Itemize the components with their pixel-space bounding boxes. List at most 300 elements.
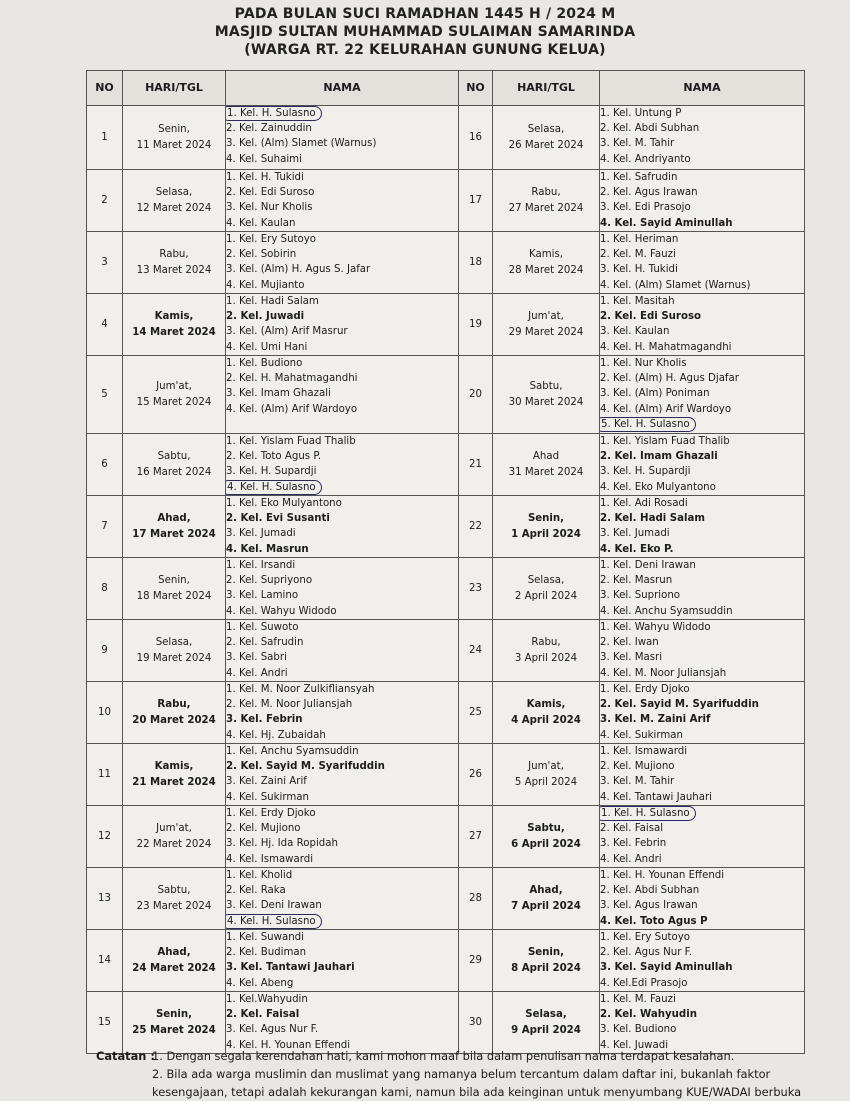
table-row [87, 106, 805, 170]
family-name: 1. Kel. Wahyu Widodo [600, 622, 711, 633]
day-date-cell [493, 806, 600, 868]
family-name-circled [600, 806, 804, 821]
family-name: 4. Kel. M. Noor Juliansjah [600, 667, 727, 679]
family-name: 3. Kel. Imam Ghazali [226, 388, 331, 400]
day-date-cell [493, 868, 600, 930]
family-name: 4. Kel. Ismawardi [226, 853, 314, 865]
family-names-cell [226, 434, 459, 496]
day-date: 11 Maret 2024 [136, 139, 212, 151]
family-name: 4. Kel. Tantawi Jauhari [600, 791, 713, 803]
family-name: 3. Kel. Lamino [226, 590, 299, 602]
day-name: Sabtu, [527, 822, 565, 834]
day-name: Ahad, [157, 512, 191, 524]
family-name: 3. Kel. H. Supardji [600, 466, 691, 478]
family-name: 4. Kel. Toto Agus P [600, 915, 708, 927]
family-names-cell [600, 558, 805, 620]
day-number-cell: 19 [459, 294, 493, 356]
day-date: 28 Maret 2024 [508, 264, 584, 276]
family-names-cell [600, 106, 805, 170]
day-date: 8 April 2024 [511, 962, 581, 974]
day-date: 4 April 2024 [511, 714, 581, 726]
family-names-cell [600, 434, 805, 496]
day-date-cell [123, 558, 226, 620]
family-name: 2. Kel. Faisal [600, 823, 664, 835]
family-name: 1. Kel. Untung P [600, 108, 682, 119]
table-row [87, 992, 805, 1054]
day-number-cell: 6 [87, 434, 123, 496]
family-name: 4. Kel. Andri [600, 853, 662, 865]
day-name: Ahad, [157, 946, 191, 958]
day-date: 2 April 2024 [514, 590, 578, 602]
family-name: 2. Kel. H. Mahatmagandhi [226, 373, 358, 385]
day-number-cell: 20 [459, 356, 493, 434]
family-name: 4. Kel. Umi Hani [226, 341, 308, 353]
family-name: 4. Kel. Wahyu Widodo [226, 605, 337, 617]
family-name: 2. Kel. Abdi Subhan [600, 885, 700, 897]
family-name: 1. Kel. Eko Mulyantono [226, 498, 342, 509]
day-name: Ahad, [529, 884, 563, 896]
family-name: 2. Kel. Raka [226, 885, 286, 897]
family-name: 1. Kel. Deni Irawan [600, 560, 696, 571]
day-date: 20 Maret 2024 [132, 714, 216, 726]
family-name: 3. Kel. (Alm) Slamet (Warnus) [226, 138, 377, 150]
day-date: 12 Maret 2024 [136, 202, 212, 214]
day-date: 27 Maret 2024 [508, 202, 584, 214]
family-names-cell [226, 294, 459, 356]
circled-name: 5. Kel. H. Sulasno [600, 417, 696, 432]
day-number-cell: 25 [459, 682, 493, 744]
family-name: 2. Kel. Safrudin [226, 637, 304, 649]
table-row [87, 930, 805, 992]
note-item-2-continued: kesengajaan, tetapi adalah kekurangan kami, namun bila ada keinginan untuk menyumbang KUE/WADAI berbuka [152, 1085, 802, 1099]
family-name: 1. Kel. Ery Sutoyo [226, 234, 317, 245]
day-date-cell [123, 930, 226, 992]
day-date-cell [493, 170, 600, 232]
family-name: 1. Kel. Nur Kholis [600, 358, 687, 369]
circled-name: 4. Kel. H. Sulasno [226, 914, 322, 929]
schedule-table [86, 70, 805, 1054]
document-title-line-3: (WARGA RT. 22 KELURAHAN GUNUNG KELUA) [244, 42, 606, 58]
family-name-circled [226, 914, 458, 929]
column-header-names: NAMA [600, 71, 805, 106]
family-name: 2. Kel. Zainuddin [226, 123, 312, 135]
family-names-cell [226, 744, 459, 806]
family-name: 3. Kel. Masri [600, 652, 663, 664]
day-date-cell [123, 106, 226, 170]
family-name: 1. Kel. M. Fauzi [600, 994, 676, 1005]
day-number-cell: 30 [459, 992, 493, 1054]
day-date: 3 April 2024 [514, 652, 578, 664]
family-name: 2. Kel. Supriyono [226, 575, 313, 587]
family-name: 1. Kel. Ismawardi [600, 746, 688, 757]
day-name: Senin, [158, 123, 190, 135]
day-number-cell: 17 [459, 170, 493, 232]
family-names-cell [600, 496, 805, 558]
family-names-cell [600, 170, 805, 232]
day-number-cell: 3 [87, 232, 123, 294]
family-name: 3. Kel. Agus Nur F. [226, 1024, 319, 1036]
family-name: 4. Kel. (Alm) Arif Wardoyo [600, 403, 732, 415]
day-date-cell [123, 620, 226, 682]
day-date-cell [493, 434, 600, 496]
family-name: 1. Kel. H. Tukidi [226, 172, 304, 183]
day-date: 5 April 2024 [514, 776, 578, 788]
family-name: 2. Kel. Iwan [600, 637, 659, 649]
day-name: Kamis, [154, 760, 194, 772]
table-row [87, 806, 805, 868]
day-name: Selasa, [527, 574, 565, 586]
day-name: Jum'at, [528, 760, 564, 772]
day-date: 7 April 2024 [511, 900, 581, 912]
day-date-cell [123, 356, 226, 434]
column-header-no: NO [459, 71, 493, 106]
family-name: 2. Kel. M. Fauzi [600, 249, 676, 261]
circled-name: 4. Kel. H. Sulasno [226, 480, 322, 495]
table-row [87, 868, 805, 930]
family-names-cell [226, 868, 459, 930]
table-row [87, 620, 805, 682]
circled-name: 1. Kel. H. Sulasno [226, 106, 322, 121]
family-name: 4. Kel. Sukirman [226, 791, 309, 803]
note-item-1: 1. Dengan segala kerendahan hati, kami mohon maaf bila dalam penulisan nama terdapat kesalahan. [152, 1049, 735, 1063]
family-name: 1. Kel. Erdy Djoko [600, 684, 690, 695]
family-name: 3. Kel. Deni Irawan [226, 900, 322, 912]
family-name: 2. Kel. Faisal [226, 1009, 300, 1021]
family-name: 1. Kel. Masitah [600, 296, 675, 307]
family-name: 4. Kel. Andriyanto [600, 153, 691, 165]
day-number-cell: 12 [87, 806, 123, 868]
day-number-cell: 7 [87, 496, 123, 558]
family-name: 3. Kel. Zaini Arif [226, 776, 307, 788]
day-name: Ahad [532, 450, 560, 462]
family-name: 3. Kel. Febrin [600, 838, 667, 850]
family-names-cell [226, 232, 459, 294]
column-header-names: NAMA [226, 71, 459, 106]
family-name: 1. Kel. Budiono [226, 358, 303, 369]
family-name: 4. Kel. Sayid Aminullah [600, 217, 733, 229]
day-date-cell [493, 682, 600, 744]
table-row [87, 170, 805, 232]
family-name: 2. Kel. Juwadi [226, 311, 305, 323]
day-date-cell [123, 434, 226, 496]
family-name: 3. Kel. H. Supardji [226, 466, 317, 478]
day-number-cell: 26 [459, 744, 493, 806]
family-name: 2. Kel. Sobirin [226, 249, 297, 261]
table-row [87, 682, 805, 744]
document-title-line-2: MASJID SULTAN MUHAMMAD SULAIMAN SAMARINDA [214, 24, 636, 40]
day-name: Jum'at, [528, 310, 564, 322]
family-name: 2. Kel. Sayid M. Syarifuddin [600, 699, 759, 711]
day-name: Jum'at, [156, 822, 192, 834]
family-name: 4. Kel. Kaulan [226, 217, 296, 229]
day-date: 31 Maret 2024 [508, 466, 584, 478]
day-number-cell: 29 [459, 930, 493, 992]
day-date: 19 Maret 2024 [136, 652, 212, 664]
day-name: Senin, [155, 1008, 193, 1020]
day-name: Rabu, [157, 698, 191, 710]
family-name: 2. Kel. Evi Susanti [226, 513, 330, 525]
family-name: 3. Kel. Edi Prasojo [600, 202, 691, 214]
day-name: Rabu, [531, 186, 561, 198]
family-name: 1. Kel. Yislam Fuad Thalib [600, 436, 730, 447]
family-names-cell [600, 232, 805, 294]
family-names-cell [226, 356, 459, 434]
family-names-cell [600, 868, 805, 930]
day-name: Sabtu, [157, 450, 191, 462]
family-name: 2. Kel. Agus Nur F. [600, 947, 693, 959]
day-number-cell: 22 [459, 496, 493, 558]
family-name: 4. Kel. (Alm) Slamet (Warnus) [600, 279, 751, 291]
family-name: 2. Kel. Imam Ghazali [600, 451, 718, 463]
family-name: 1. Kel. Irsandi [226, 560, 296, 571]
family-name: 3. Kel. Febrin [226, 714, 303, 726]
family-names-cell [600, 294, 805, 356]
family-names-cell [226, 682, 459, 744]
family-name-circled [226, 106, 458, 121]
day-name: Rabu, [531, 636, 561, 648]
family-names-cell [600, 930, 805, 992]
day-date-cell [123, 496, 226, 558]
family-name: 3. Kel. Hj. Ida Ropidah [226, 838, 338, 850]
day-name: Sabtu, [529, 380, 563, 392]
column-header-no: NO [87, 71, 123, 106]
family-name: 1. Kel. Heriman [600, 234, 679, 245]
day-date-cell [123, 682, 226, 744]
day-date-cell [493, 744, 600, 806]
table-row [87, 434, 805, 496]
column-header-day: HARI/TGL [493, 71, 600, 106]
day-name: Senin, [527, 946, 565, 958]
family-names-cell [600, 620, 805, 682]
table-row [87, 558, 805, 620]
day-date: 14 Maret 2024 [132, 326, 216, 338]
family-name: 4. Kel. Hj. Zubaidah [226, 729, 326, 741]
day-date-cell [493, 558, 600, 620]
family-name: 1. Kel. Anchu Syamsuddin [226, 746, 359, 757]
day-date-cell [493, 496, 600, 558]
family-name: 1. Kel. Suwandi [226, 932, 304, 943]
family-name: 3. Kel. Agus Irawan [600, 900, 698, 912]
day-number-cell: 11 [87, 744, 123, 806]
family-name: 3. Kel. M. Tahir [600, 776, 675, 788]
family-name: 2. Kel. Wahyudin [600, 1009, 697, 1021]
day-date: 21 Maret 2024 [132, 776, 216, 788]
family-name: 4. Kel. Juwadi [600, 1039, 669, 1051]
family-names-cell [226, 620, 459, 682]
family-name: 1. Kel.Wahyudin [226, 994, 308, 1005]
family-name: 3. Kel. M. Tahir [600, 138, 675, 150]
family-name: 4. Kel. Mujianto [226, 279, 305, 291]
note-item-2: 2. Bila ada warga muslimin dan muslimat yang namanya belum tercantum dalam daftar ini, bukanlah faktor [152, 1067, 771, 1081]
day-number-cell: 16 [459, 106, 493, 170]
family-name: 2. Kel. Sayid M. Syarifuddin [226, 761, 385, 773]
day-name: Sabtu, [157, 884, 191, 896]
family-name: 4. Kel. Masrun [226, 543, 309, 555]
day-date-cell [123, 806, 226, 868]
document-title-line-1: PADA BULAN SUCI RAMADHAN 1445 H / 2024 M [234, 6, 616, 22]
day-date-cell [123, 170, 226, 232]
column-header-day: HARI/TGL [123, 71, 226, 106]
family-names-cell [226, 992, 459, 1054]
family-name: 1. Kel. Adi Rosadi [600, 498, 688, 509]
family-name: 2. Kel. (Alm) H. Agus Djafar [600, 373, 739, 385]
family-name: 1. Kel. Erdy Djoko [226, 808, 316, 819]
family-name: 3. Kel. Kaulan [600, 326, 670, 338]
day-date: 22 Maret 2024 [136, 838, 212, 850]
day-date: 16 Maret 2024 [136, 466, 212, 478]
family-name: 3. Kel. Sabri [226, 652, 287, 664]
day-date: 6 April 2024 [511, 838, 581, 850]
family-names-cell [600, 682, 805, 744]
day-date: 25 Maret 2024 [132, 1024, 216, 1036]
family-name: 1. Kel. Kholid [226, 870, 293, 881]
table-row [87, 232, 805, 294]
day-date-cell [493, 992, 600, 1054]
family-name: 4. Kel. Eko P. [600, 543, 674, 555]
day-date-cell [123, 744, 226, 806]
family-name: 1. Kel. Safrudin [600, 172, 678, 183]
family-name: 2. Kel. Mujiono [600, 761, 675, 773]
family-name: 2. Kel. Masrun [600, 575, 673, 587]
day-number-cell: 24 [459, 620, 493, 682]
family-name: 3. Kel. Sayid Aminullah [600, 962, 733, 974]
table-row [87, 294, 805, 356]
family-name: 4. Kel. Andri [226, 667, 288, 679]
family-name: 1. Kel. Suwoto [226, 622, 299, 633]
day-number-cell: 23 [459, 558, 493, 620]
day-date-cell [123, 868, 226, 930]
table-header-row [87, 71, 805, 106]
family-names-cell [600, 992, 805, 1054]
day-number-cell: 8 [87, 558, 123, 620]
family-name: 2. Kel. Abdi Subhan [600, 123, 700, 135]
family-name: 2. Kel. Mujiono [226, 823, 301, 835]
family-name: 1. Kel. Yislam Fuad Thalib [226, 436, 356, 447]
notes-section [96, 1047, 816, 1101]
family-name: 3. Kel. (Alm) Arif Masrur [226, 326, 348, 338]
day-date-cell [123, 232, 226, 294]
family-name-circled [226, 480, 458, 495]
family-name: 1. Kel. Ery Sutoyo [600, 932, 691, 943]
family-name: 2. Kel. Agus Irawan [600, 187, 698, 199]
table-row [87, 356, 805, 434]
family-name: 4. Kel. Suhaimi [226, 153, 302, 165]
family-name: 2. Kel. Edi Suroso [600, 311, 702, 323]
day-date: 24 Maret 2024 [132, 962, 216, 974]
family-name: 2. Kel. Edi Suroso [226, 187, 315, 199]
family-name: 4. Kel. Sukirman [600, 729, 683, 741]
day-number-cell: 18 [459, 232, 493, 294]
family-names-cell [226, 558, 459, 620]
family-names-cell [226, 496, 459, 558]
day-number-cell: 4 [87, 294, 123, 356]
day-date-cell [123, 294, 226, 356]
family-names-cell [600, 356, 805, 434]
family-name: 3. Kel. (Alm) Poniman [600, 388, 710, 400]
day-date: 9 April 2024 [511, 1024, 581, 1036]
day-date-cell [493, 930, 600, 992]
day-number-cell: 9 [87, 620, 123, 682]
day-name: Kamis, [154, 310, 194, 322]
family-name: 4. Kel.Edi Prasojo [600, 977, 688, 989]
family-name: 4. Kel. H. Mahatmagandhi [600, 341, 732, 353]
day-date-cell [493, 232, 600, 294]
day-number-cell: 28 [459, 868, 493, 930]
day-date: 30 Maret 2024 [508, 396, 584, 408]
day-date: 17 Maret 2024 [132, 528, 216, 540]
day-name: Selasa, [155, 186, 193, 198]
day-number-cell: 14 [87, 930, 123, 992]
family-names-cell [226, 170, 459, 232]
family-name: 3. Kel. (Alm) H. Agus S. Jafar [226, 264, 371, 276]
family-names-cell [226, 806, 459, 868]
day-number-cell: 27 [459, 806, 493, 868]
day-name: Senin, [527, 512, 565, 524]
day-name: Selasa, [527, 123, 565, 135]
family-name: 4. Kel. H. Younan Effendi [226, 1039, 351, 1051]
family-name: 2. Kel. M. Noor Juliansjah [226, 699, 353, 711]
family-name: 1. Kel. M. Noor Zulkifliansyah [226, 684, 375, 695]
day-date: 1 April 2024 [511, 528, 581, 540]
day-name: Selasa, [525, 1008, 567, 1020]
day-name: Selasa, [155, 636, 193, 648]
day-date-cell [493, 294, 600, 356]
day-name: Senin, [158, 574, 190, 586]
day-name: Kamis, [528, 248, 564, 260]
day-number-cell: 13 [87, 868, 123, 930]
day-date-cell [493, 356, 600, 434]
day-number-cell: 10 [87, 682, 123, 744]
family-name: 3. Kel. H. Tukidi [600, 264, 678, 276]
day-date: 13 Maret 2024 [136, 264, 212, 276]
family-name: 3. Kel. Nur Kholis [226, 202, 313, 214]
day-number-cell: 2 [87, 170, 123, 232]
notes-label: Catatan : [96, 1049, 155, 1063]
family-name: 3. Kel. Jumadi [226, 528, 296, 540]
day-number-cell: 5 [87, 356, 123, 434]
family-names-cell [600, 806, 805, 868]
day-name: Kamis, [526, 698, 566, 710]
day-date: 23 Maret 2024 [136, 900, 212, 912]
family-name: 3. Kel. Supriono [600, 590, 681, 602]
family-name: 1. Kel. Hadi Salam [226, 296, 319, 307]
family-names-cell [600, 744, 805, 806]
day-date-cell [493, 106, 600, 170]
family-name: 3. Kel. M. Zaini Arif [600, 714, 711, 726]
day-date-cell [493, 620, 600, 682]
table-row [87, 496, 805, 558]
day-date: 18 Maret 2024 [136, 590, 212, 602]
day-number-cell: 1 [87, 106, 123, 170]
family-names-cell [226, 930, 459, 992]
family-names-cell [226, 106, 459, 170]
day-date: 15 Maret 2024 [136, 396, 212, 408]
day-date: 26 Maret 2024 [508, 139, 584, 151]
circled-name: 1. Kel. H. Sulasno [600, 806, 696, 821]
family-name: 1. Kel. H. Younan Effendi [600, 870, 725, 881]
family-name: 4. Kel. Abeng [226, 977, 294, 989]
day-number-cell: 15 [87, 992, 123, 1054]
family-name: 2. Kel. Hadi Salam [600, 513, 705, 525]
family-name: 2. Kel. Toto Agus P. [226, 451, 322, 463]
day-name: Jum'at, [156, 380, 192, 392]
family-name-circled [600, 417, 804, 432]
family-name: 3. Kel. Budiono [600, 1024, 677, 1036]
family-name: 3. Kel. Jumadi [600, 528, 670, 540]
family-name: 2. Kel. Budiman [226, 947, 307, 959]
family-name: 3. Kel. Tantawi Jauhari [226, 962, 355, 974]
day-date: 29 Maret 2024 [508, 326, 584, 338]
